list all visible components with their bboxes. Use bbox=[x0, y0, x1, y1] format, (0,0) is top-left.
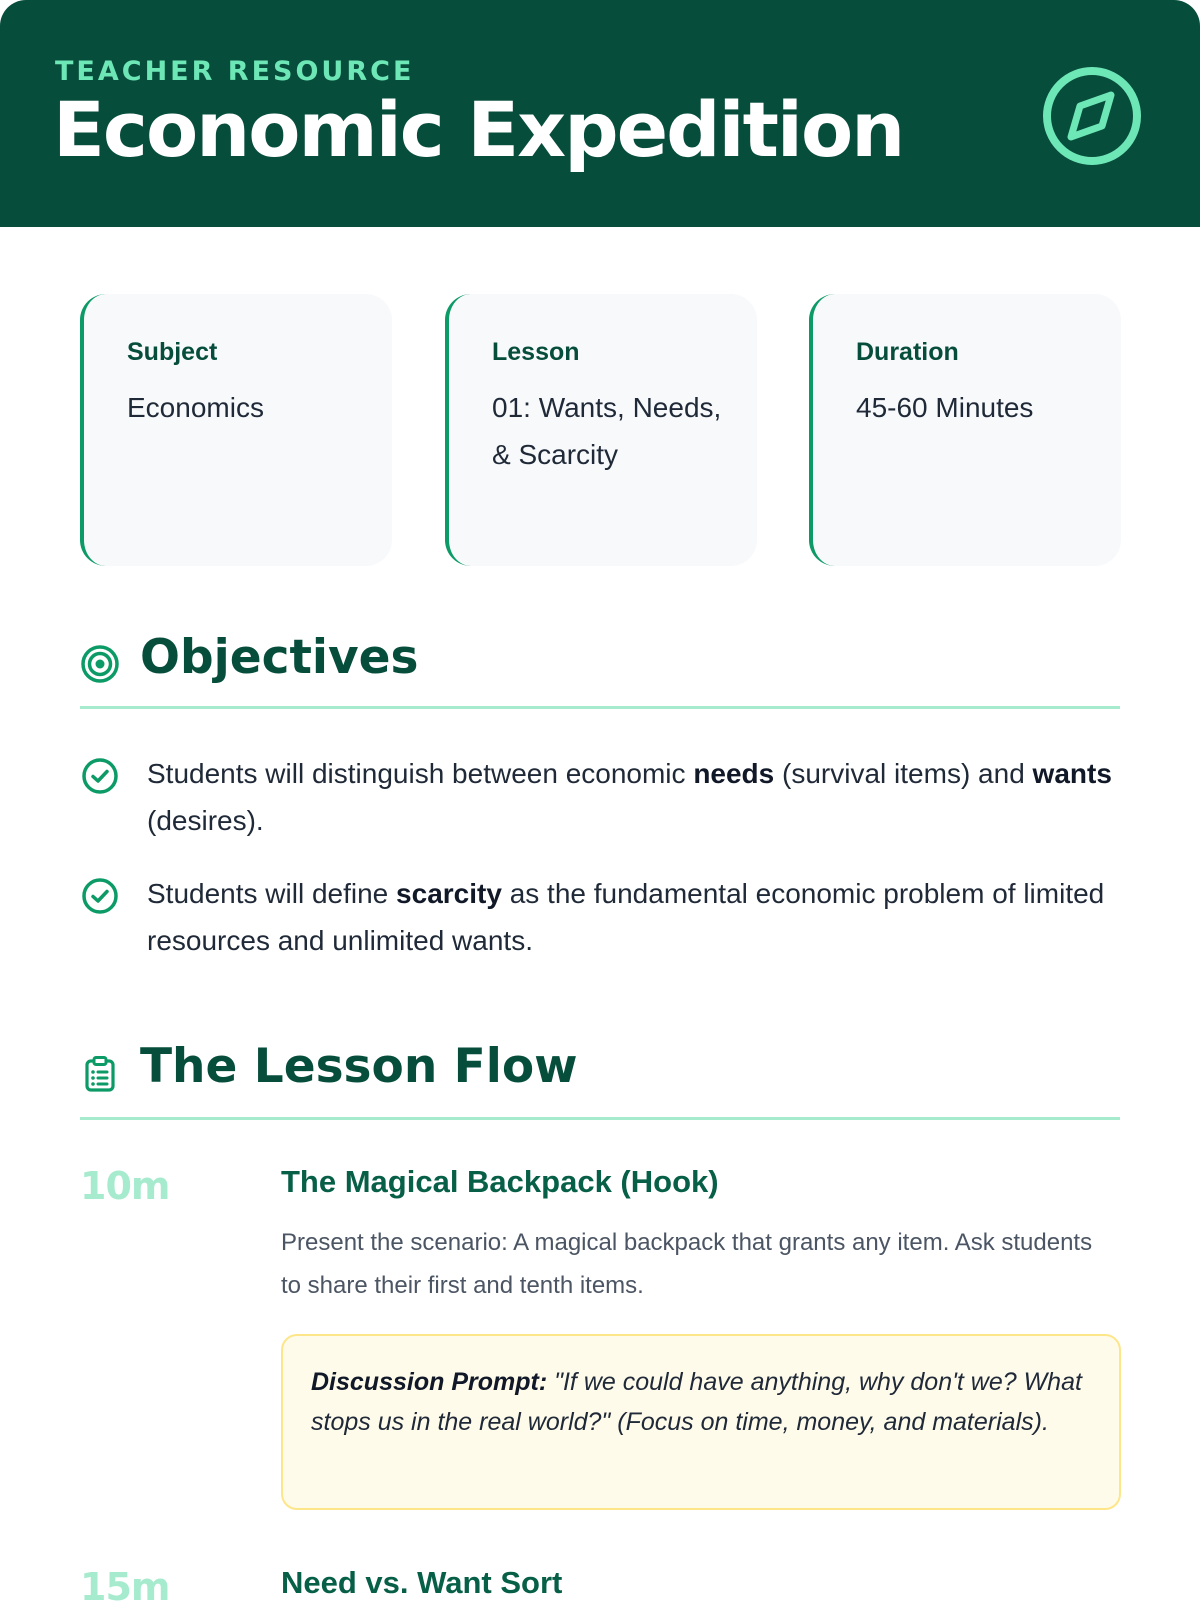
info-card-lesson bbox=[445, 294, 757, 566]
check-circle-icon bbox=[80, 756, 120, 796]
card-label: Duration bbox=[856, 338, 959, 366]
discussion-prompt-callout bbox=[281, 1334, 1121, 1510]
objective-item: Students will define scarcity as the fundamental economic problem of limited resources and unlimited wants. bbox=[147, 878, 1105, 956]
info-card-duration bbox=[809, 294, 1121, 566]
section-divider bbox=[80, 1117, 1120, 1120]
check-circle-icon bbox=[80, 876, 120, 916]
card-value: Economics bbox=[127, 392, 264, 423]
card-value: 45-60 Minutes bbox=[856, 392, 1034, 423]
discussion-prompt-text: Discussion Prompt: "If we could have anything, why don't we? What stops us in the real world?" (Focus on time, money, and materials). bbox=[311, 1368, 1082, 1436]
compass-icon bbox=[1040, 64, 1144, 168]
page-header bbox=[0, 0, 1200, 227]
clipboard-icon bbox=[80, 1054, 120, 1094]
step-duration: 10m bbox=[80, 1164, 170, 1208]
step-description: Present the scenario: A magical backpack that grants any item. Ask students to share their first and tenth items. bbox=[281, 1229, 1093, 1299]
card-value: 01: Wants, Needs, & Scarcity bbox=[492, 392, 722, 470]
info-card-subject bbox=[80, 294, 392, 566]
page-title: Economic Expedition bbox=[53, 85, 904, 174]
section-title-objectives: Objectives bbox=[140, 630, 419, 685]
target-icon bbox=[80, 644, 120, 684]
step-title: Need vs. Want Sort bbox=[281, 1565, 563, 1600]
card-label: Lesson bbox=[492, 338, 580, 366]
header-eyebrow: TEACHER RESOURCE bbox=[55, 56, 415, 87]
step-title: The Magical Backpack (Hook) bbox=[281, 1164, 719, 1199]
step-duration: 15m bbox=[80, 1565, 170, 1609]
prompt-label: Discussion Prompt: bbox=[311, 1368, 548, 1396]
objective-item: Students will distinguish between economic needs (survival items) and wants (desires). bbox=[147, 758, 1112, 836]
card-label: Subject bbox=[127, 338, 218, 366]
section-divider bbox=[80, 706, 1120, 709]
section-title-lesson-flow: The Lesson Flow bbox=[140, 1039, 578, 1094]
